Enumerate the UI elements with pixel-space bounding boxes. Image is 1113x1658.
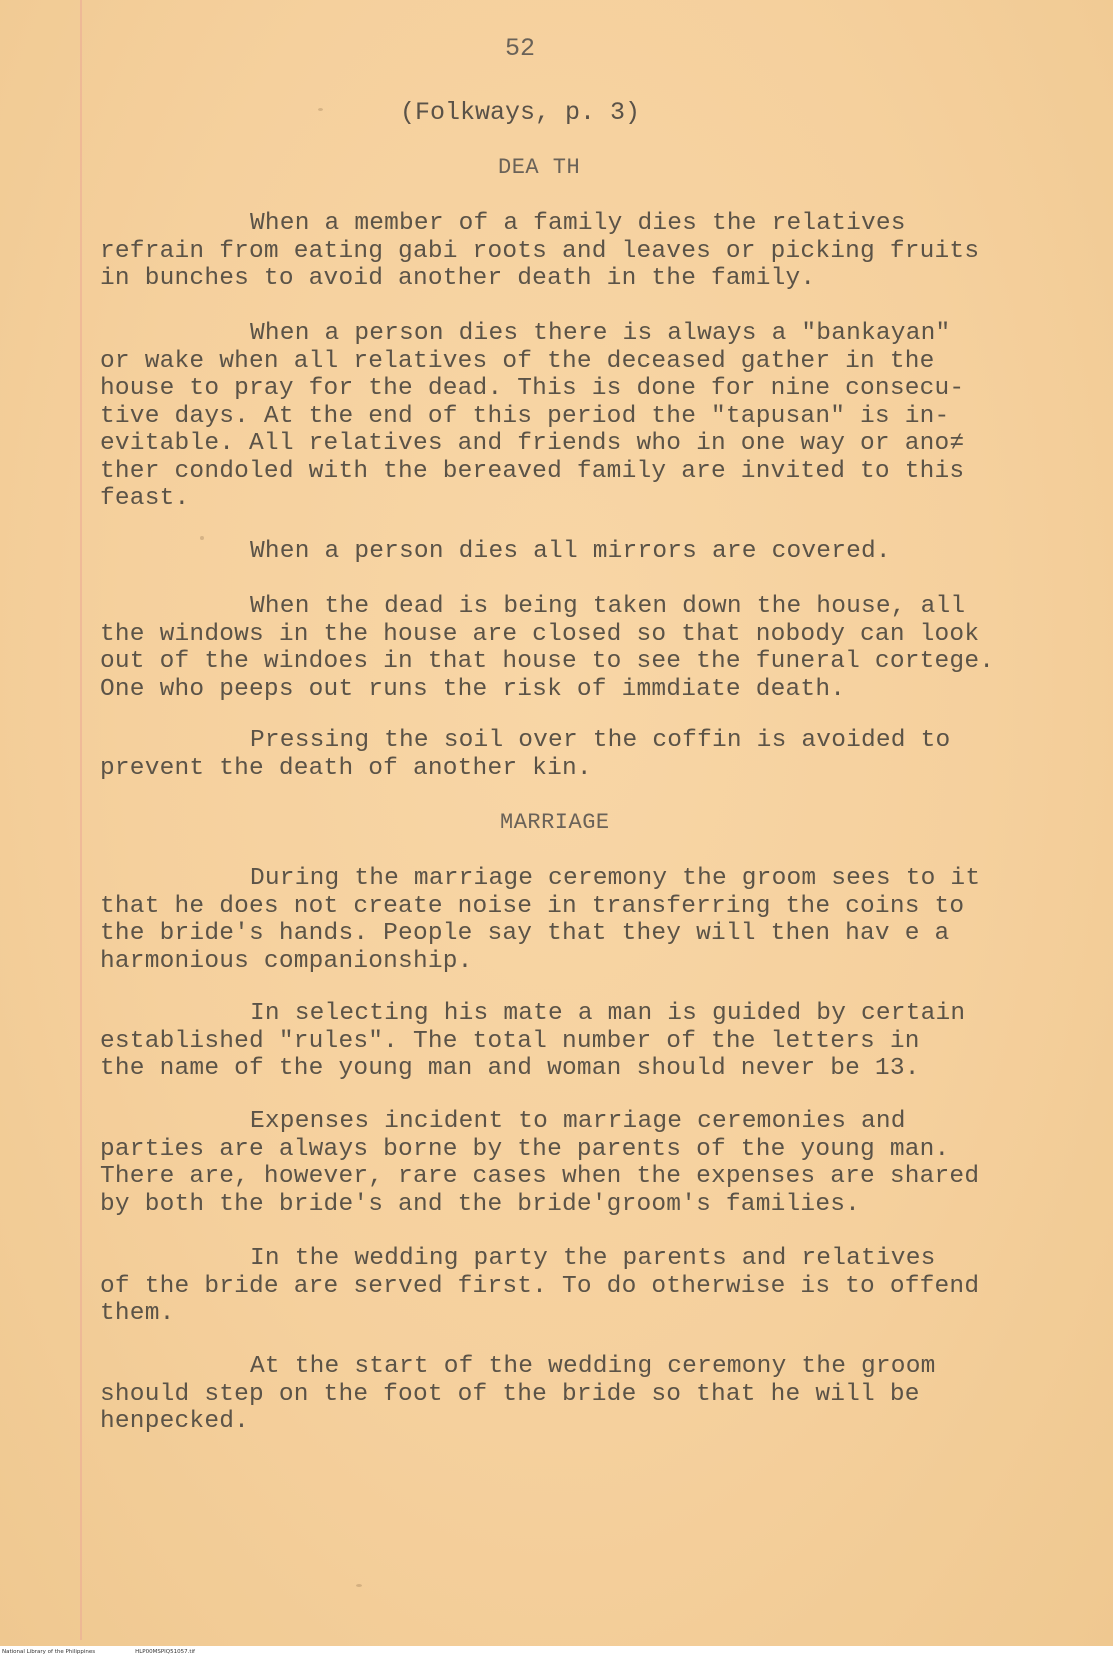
paragraph-line: should step on the foot of the bride so that he will be [100,1380,920,1408]
paragraph [100,210,1050,293]
paragraph-line: ther condoled with the bereaved family are invited to this [100,457,965,485]
paragraph-line: the bride's hands. People say that they will then hav e a [100,920,950,947]
paragraph-line: There are, however, rare cases when the expenses are shared [100,1163,980,1190]
paragraph-line: out of the windoes in that house to see the funeral cortege. [100,648,995,675]
paragraph-line: that he does not create noise in transferring the coins to [100,892,965,920]
page-number: 52 [505,34,536,63]
paragraph-line: established "rules". The total number of the letters in [100,1027,920,1055]
paragraph-line: When a person dies all mirrors are covered. [250,538,891,565]
paragraph-line: At the start of the wedding ceremony the groom [250,1353,936,1380]
footer-library: National Library of the Philippines [2,1649,96,1655]
paragraph-line: the windows in the house are closed so that nobody can look [100,620,980,648]
paragraph-line: When the dead is being taken down the house, all [250,593,966,620]
paragraph-line: them. [100,1300,175,1327]
paragraph [100,538,1050,566]
paragraph-line: Pressing the soil over the coffin is avoided to [250,727,951,754]
scan-footer [0,1646,1113,1658]
section-heading-death: DEA TH [498,155,581,180]
paragraph-line: henpecked. [100,1408,250,1435]
paragraph-line: During the marriage ceremony the groom sees to it [250,865,981,892]
paragraph-line: Expenses incident to marriage ceremonies and [250,1108,906,1135]
paragraph-line: In the wedding party the parents and relatives [250,1245,936,1272]
ink-smudge [356,1584,362,1587]
page-subheader: (Folkways, p. 3) [400,98,641,127]
paragraph [100,865,1050,975]
paragraph-line: of the bride are served first. To do otherwise is to offend [100,1272,980,1300]
paragraph-line: In selecting his mate a man is guided by certain [250,1000,966,1027]
paragraph [100,1108,1050,1218]
paragraph-line: feast. [100,485,190,512]
paragraph-line: in bunches to avoid another death in the family. [100,265,816,292]
paragraph-line: the name of the young man and woman should never be 13. [100,1055,920,1082]
paragraph-line: tive days. At the end of this period the "tapusan" is in- [100,402,950,430]
paragraph-line: refrain from eating gabi roots and leaves or picking fruits [100,237,980,265]
paragraph [100,1245,1050,1328]
paragraph-line: One who peeps out runs the risk of immdiate death. [100,675,846,703]
paragraph-line: When a member of a family dies the relatives [250,210,906,237]
paragraph [100,1000,1050,1083]
paragraph-line: house to pray for the dead. This is done for nine consecu- [100,375,965,402]
ink-smudge [318,108,323,111]
paragraph [100,727,1050,782]
paragraph-line: harmonious companionship. [100,947,473,975]
paragraph-line: When a person dies there is always a "bankayan" [250,320,951,347]
paragraph-line: or wake when all relatives of the deceased gather in the [100,347,935,375]
paragraph-line: evitable. All relatives and friends who in one way or ano≠ [100,430,965,457]
paragraph-line: prevent the death of another kin. [100,754,592,782]
margin-rule [80,0,82,1640]
paragraph [100,593,1050,703]
paragraph [100,320,1050,513]
paragraph-line: by both the bride's and the bride'groom's families. [100,1190,861,1218]
section-heading-marriage: MARRIAGE [500,810,610,835]
paragraph-line: parties are always borne by the parents of the young man. [100,1135,950,1163]
paragraph [100,1353,1050,1436]
footer-file: HLP00MSPIQ51057.tif [135,1649,195,1655]
